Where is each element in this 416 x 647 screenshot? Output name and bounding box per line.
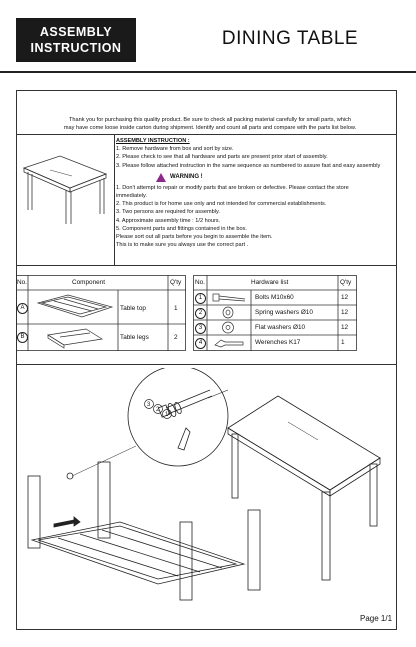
- badge-line-1: ASSEMBLY: [39, 25, 113, 39]
- warning-item: 3. Two persons are required for assembly.: [116, 209, 220, 216]
- header-divider: [0, 71, 416, 73]
- hardware-id: 4: [195, 338, 206, 349]
- divider-instructions: [16, 265, 397, 266]
- assembly-diagram: [18, 368, 396, 604]
- hardware-qty: 12: [341, 309, 349, 316]
- instruction-step: 1. Remove hardware from box and sort by size.: [116, 146, 234, 153]
- instructions-heading: ASSEMBLY INSTRUCTION :: [116, 138, 190, 144]
- callout-1: 1: [165, 412, 169, 418]
- divider-tables: [16, 364, 397, 365]
- hardware-col-qty: Q'ty: [340, 279, 352, 286]
- page-number: Page 1/1: [360, 614, 393, 623]
- hardware-table: [193, 275, 357, 351]
- intro-text: [40, 116, 380, 132]
- hardware-qty: 12: [341, 324, 349, 331]
- wrench-icon: [213, 336, 247, 350]
- hardware-qty: 12: [341, 294, 349, 301]
- table-preview-drawing: [20, 148, 110, 228]
- component-table: [16, 275, 186, 351]
- callout-3: 3: [147, 402, 151, 408]
- callout-2: 2: [156, 407, 160, 413]
- hardware-name: Spring washers Ø10: [255, 309, 313, 316]
- warning-item: 4. Approximate assembly time : 1/2 hours.: [116, 217, 221, 224]
- hardware-id: 2: [195, 308, 206, 319]
- warning-item: 5. Component parts and fittings contained in the box.: [116, 225, 247, 232]
- divider-intro: [16, 134, 397, 135]
- assembly-instructions: [116, 137, 396, 249]
- intro-line-1: Thank you for purchasing this quality product. Be sure to check all packing material carefully for small parts, which: [69, 117, 351, 123]
- assembly-instruction-badge: [16, 18, 136, 62]
- hardware-id: 1: [195, 293, 206, 304]
- table-legs-part-drawing: [46, 327, 106, 349]
- component-id-a: A: [17, 303, 28, 314]
- hardware-col-no: No.: [195, 279, 205, 286]
- hardware-name: Werenches K17: [255, 339, 301, 346]
- hardware-id: 3: [195, 323, 206, 334]
- warning-item: immediately.: [116, 193, 147, 200]
- component-col-qty: Q'ty: [170, 279, 182, 286]
- hardware-col-name: Hardware list: [251, 279, 289, 286]
- warning-item: Please sort out all parts before you begin to assemble the item.: [116, 234, 273, 241]
- hardware-qty: 1: [341, 339, 345, 346]
- warning-item: 1. Don't attempt to repair or modify parts that are broken or defective. Please contact the store: [116, 184, 349, 191]
- component-name: Table legs: [120, 334, 149, 341]
- component-id-b: B: [17, 332, 28, 343]
- warning-item: This is to make sure you always use the correct part .: [116, 242, 249, 249]
- spring-washer-icon: [221, 306, 235, 319]
- hardware-name: Flat washers Ø10: [255, 324, 306, 331]
- detail-zoom-circle: [128, 368, 228, 466]
- warning-row: [156, 173, 396, 182]
- instruction-step: 2. Please check to see that all hardware and parts are present prior start of assembly.: [116, 154, 328, 161]
- intro-line-2: may have come loose inside carton during shipment. Identify and count all parts and compare with the parts list below.: [63, 125, 357, 132]
- badge-line-2: INSTRUCTION: [30, 41, 122, 55]
- component-qty: 1: [174, 305, 178, 312]
- warning-label: WARNING !: [170, 174, 203, 181]
- table-top-part-drawing: [34, 293, 114, 321]
- flat-washer-icon: [221, 321, 235, 334]
- component-qty: 2: [174, 334, 178, 341]
- instruction-step: 3. Please follow attached instruction in the same sequence as numbered to assure fast and easy assembly: [116, 162, 381, 169]
- document-title: DINING TABLE: [221, 28, 359, 49]
- warning-item: 2. This product is for home use only and not intended for commercial establishments.: [116, 201, 327, 208]
- component-name: Table top: [120, 305, 146, 312]
- component-col-name: Component: [72, 279, 106, 286]
- hardware-name: Bolts M10x60: [255, 294, 294, 301]
- component-col-no: No.: [17, 279, 27, 286]
- bolt-icon: [211, 291, 247, 304]
- warning-icon: [156, 173, 166, 182]
- divider-preview: [114, 134, 115, 265]
